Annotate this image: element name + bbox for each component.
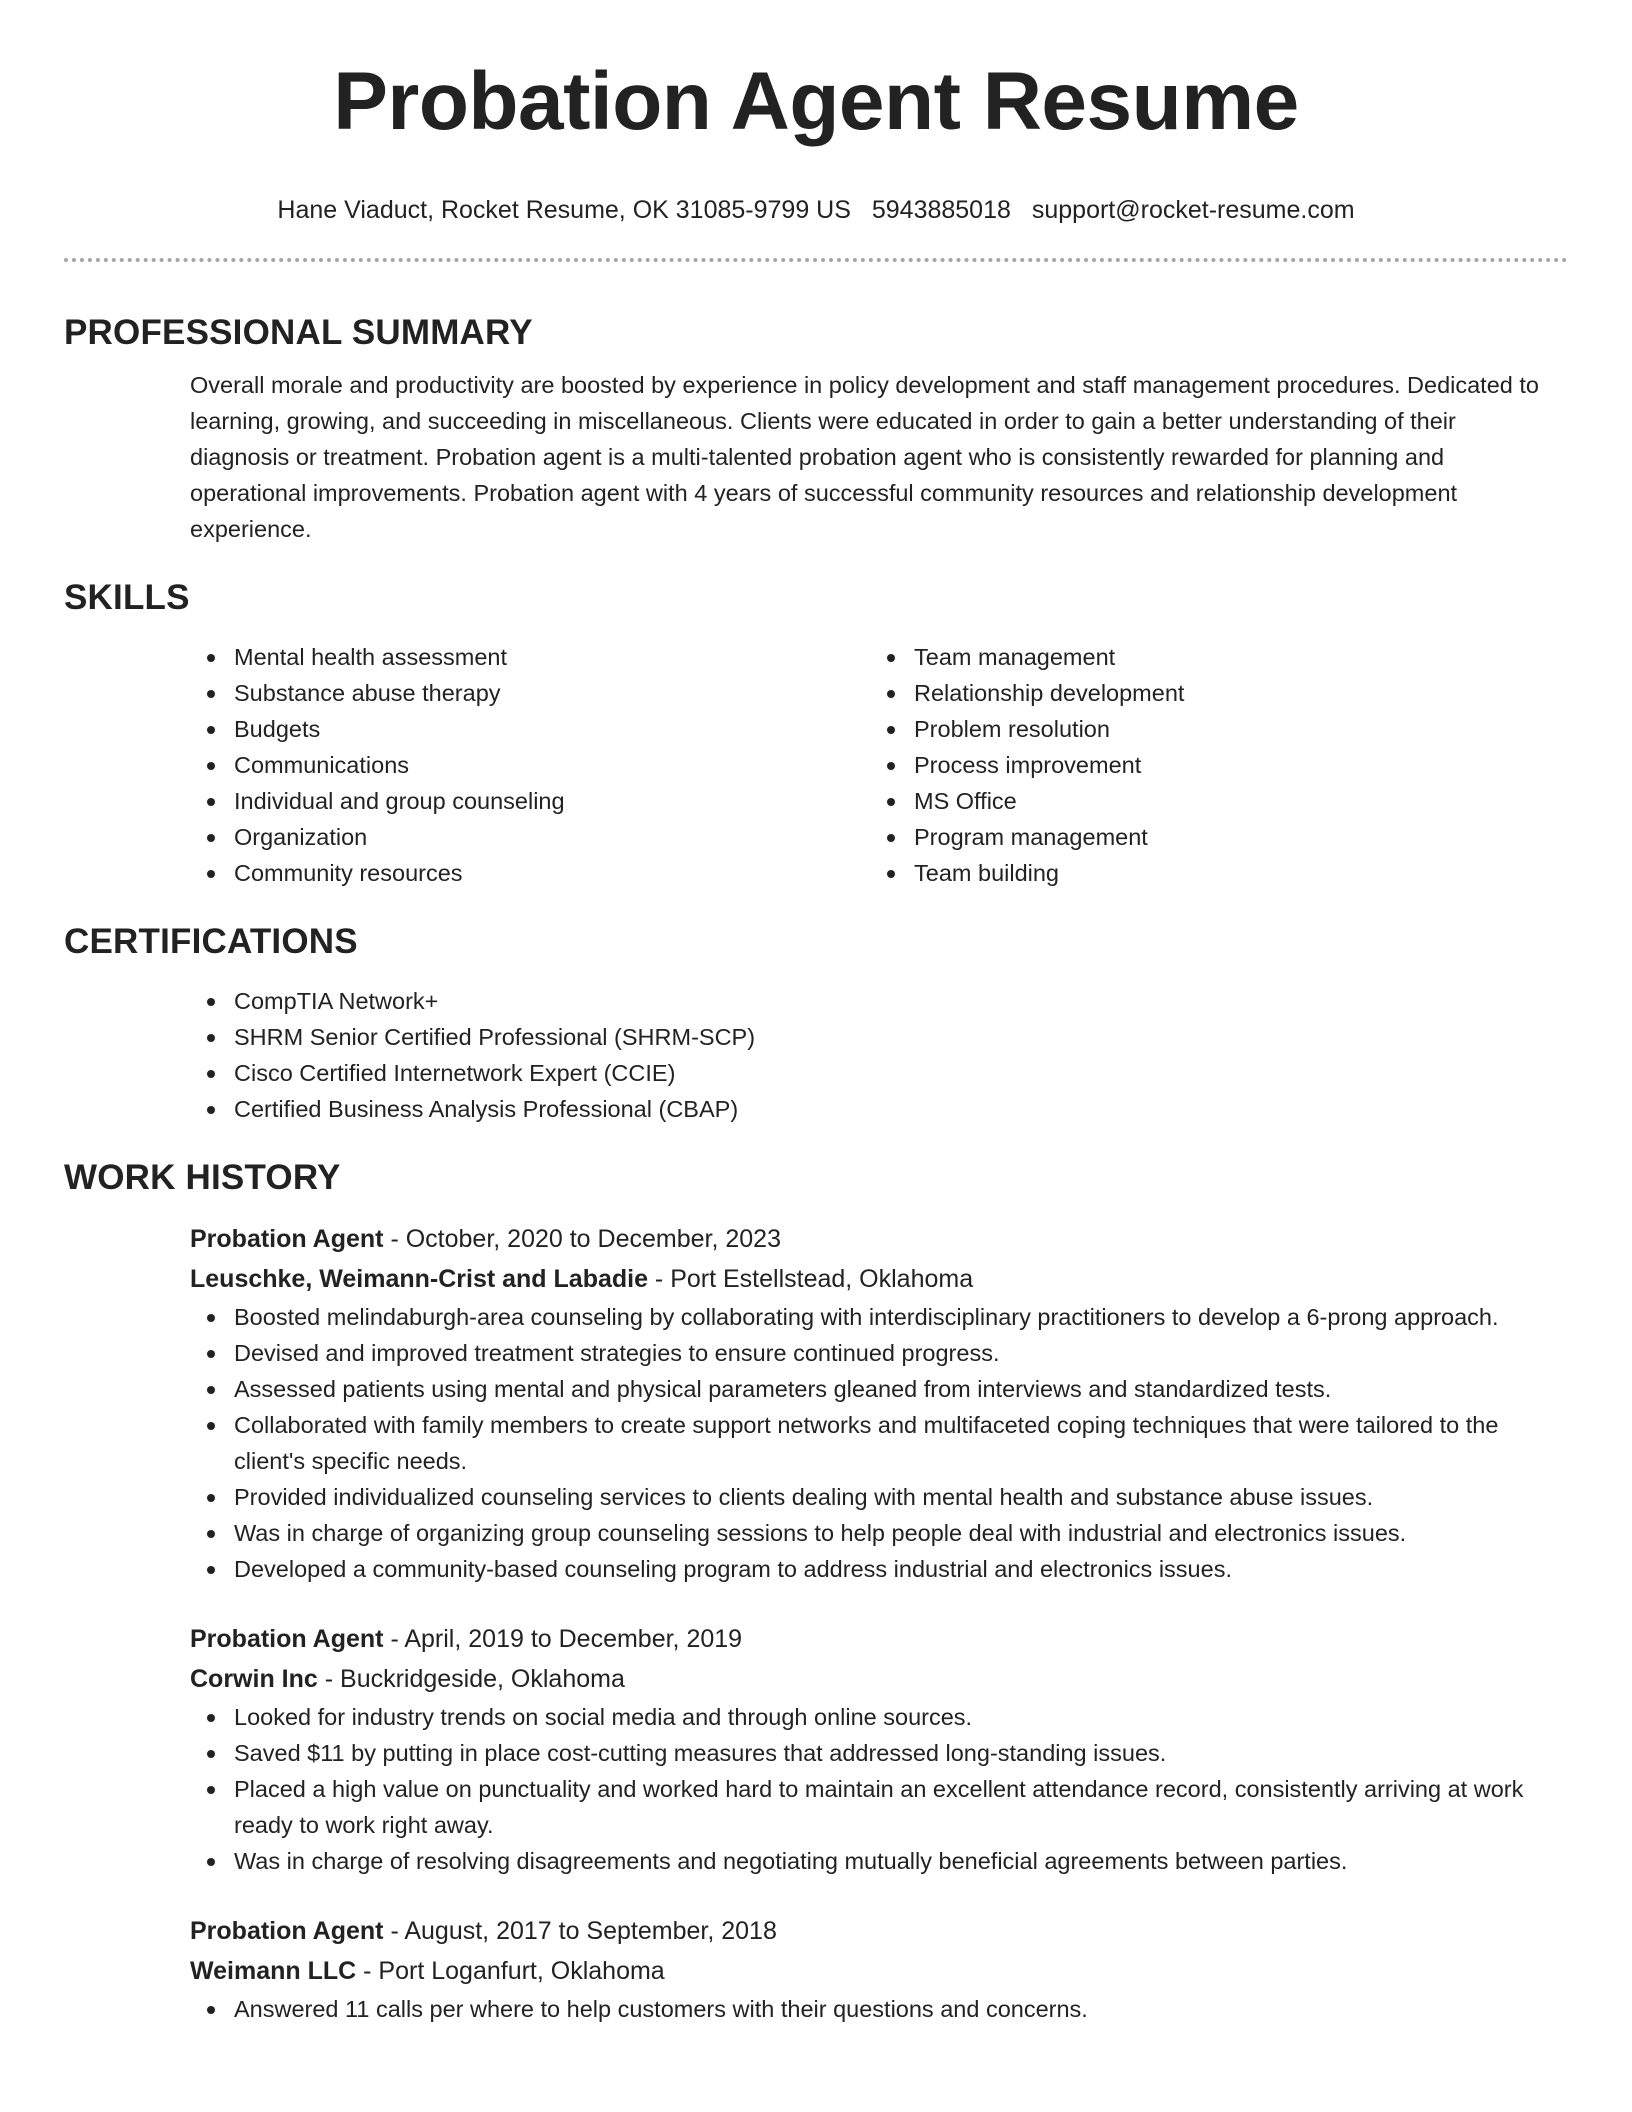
skill-item: Team building xyxy=(870,855,1550,891)
job-bullet: Developed a community-based counseling program to address industrial and electronics issues. xyxy=(190,1551,1554,1587)
skill-item: Individual and group counseling xyxy=(190,783,870,819)
job-bullet: Was in charge of organizing group counseling sessions to help people deal with industrial and electronics issues. xyxy=(190,1515,1554,1551)
job-dates: - April, 2019 to December, 2019 xyxy=(383,1625,743,1653)
job-bullet: Saved $11 by putting in place cost-cutting measures that addressed long-standing issues. xyxy=(190,1735,1554,1771)
job-bullet: Boosted melindaburgh-area counseling by collaborating with interdisciplinary practitioners to develop a 6-prong approach. xyxy=(190,1299,1554,1335)
work-history-heading: WORK HISTORY xyxy=(64,1158,341,1197)
job-bullets xyxy=(190,1699,1554,1879)
contact-email: support@rocket-resume.com xyxy=(1031,196,1355,224)
certification-item: Cisco Certified Internetwork Expert (CCIE) xyxy=(190,1055,1568,1091)
job-dates: - October, 2020 to December, 2023 xyxy=(383,1225,781,1253)
job-bullet: Collaborated with family members to create support networks and multifaceted coping techniques that were tailored to the client's specific needs. xyxy=(190,1407,1554,1479)
job-title: Probation Agent xyxy=(190,1625,384,1653)
certification-item: CompTIA Network+ xyxy=(190,983,1568,1019)
skills-column-right xyxy=(870,639,1550,891)
certifications-heading: CERTIFICATIONS xyxy=(64,922,358,961)
job-bullet: Answered 11 calls per where to help customers with their questions and concerns. xyxy=(190,1991,1554,2027)
job-company: Weimann LLC xyxy=(190,1957,357,1985)
certification-item: Certified Business Analysis Professional (CBAP) xyxy=(190,1091,1568,1127)
skill-item: Program management xyxy=(870,819,1550,855)
job-entry xyxy=(190,1619,1554,1879)
skill-item: Problem resolution xyxy=(870,711,1550,747)
certification-item: SHRM Senior Certified Professional (SHRM-SCP) xyxy=(190,1019,1568,1055)
job-bullet: Assessed patients using mental and physical parameters gleaned from interviews and standardized tests. xyxy=(190,1371,1554,1407)
skill-item: Mental health assessment xyxy=(190,639,870,675)
job-company: Leuschke, Weimann-Crist and Labadie xyxy=(190,1265,648,1293)
contact-phone: 5943885018 xyxy=(871,196,1011,224)
skill-item: Community resources xyxy=(190,855,870,891)
job-bullet: Devised and improved treatment strategies to ensure continued progress. xyxy=(190,1335,1554,1371)
job-location: - Port Estellstead, Oklahoma xyxy=(647,1265,974,1293)
skill-item: Team management xyxy=(870,639,1550,675)
summary-text: Overall morale and productivity are boosted by experience in policy development and staff management procedures. Dedicated to learning, growing, and succeeding in miscellaneous. Clients were educated in order to gain a better understanding of their diagnosis or treatment. Probation agent is a multi-talented probation agent who is consistently rewarded for planning and operational improvements. Probation agent with 4 years of successful community resources and relationship development experience. xyxy=(190,372,1539,542)
job-company: Corwin Inc xyxy=(190,1665,318,1693)
skill-item: MS Office xyxy=(870,783,1550,819)
job-entry xyxy=(190,1911,1554,2027)
contact-line xyxy=(64,195,1568,225)
contact-address: Hane Viaduct, Rocket Resume, OK 31085-9799 US xyxy=(277,196,851,224)
job-entry xyxy=(190,1219,1554,1587)
job-title: Probation Agent xyxy=(190,1917,384,1945)
skill-item: Budgets xyxy=(190,711,870,747)
job-bullet: Was in charge of resolving disagreements and negotiating mutually beneficial agreements between parties. xyxy=(190,1843,1554,1879)
skill-item: Organization xyxy=(190,819,870,855)
header-divider xyxy=(64,258,1568,262)
job-company-line xyxy=(190,1659,1554,1699)
job-bullet: Looked for industry trends on social media and through online sources. xyxy=(190,1699,1554,1735)
resume-title: Probation Agent Resume xyxy=(333,56,1299,147)
job-title-line xyxy=(190,1219,1554,1259)
job-title-line xyxy=(190,1619,1554,1659)
job-company-line xyxy=(190,1951,1554,1991)
job-bullets xyxy=(190,1299,1554,1587)
skill-item: Process improvement xyxy=(870,747,1550,783)
skills-column-left xyxy=(190,639,870,891)
job-dates: - August, 2017 to September, 2018 xyxy=(383,1917,777,1945)
summary-section xyxy=(190,367,1554,547)
job-title-line xyxy=(190,1911,1554,1951)
skills-section xyxy=(190,639,1568,891)
job-bullet: Placed a high value on punctuality and worked hard to maintain an excellent attendance record, consistently arriving at work ready to work right away. xyxy=(190,1771,1554,1843)
job-title: Probation Agent xyxy=(190,1225,384,1253)
skill-item: Communications xyxy=(190,747,870,783)
skill-item: Substance abuse therapy xyxy=(190,675,870,711)
job-bullet: Provided individualized counseling services to clients dealing with mental health and substance abuse issues. xyxy=(190,1479,1554,1515)
skill-item: Relationship development xyxy=(870,675,1550,711)
job-bullets xyxy=(190,1991,1554,2027)
job-location: - Buckridgeside, Oklahoma xyxy=(317,1665,625,1693)
job-location: - Port Loganfurt, Oklahoma xyxy=(356,1957,665,1985)
summary-heading: PROFESSIONAL SUMMARY xyxy=(64,313,533,352)
job-company-line xyxy=(190,1259,1554,1299)
skills-heading: SKILLS xyxy=(64,578,190,617)
certifications-section xyxy=(190,983,1568,1127)
